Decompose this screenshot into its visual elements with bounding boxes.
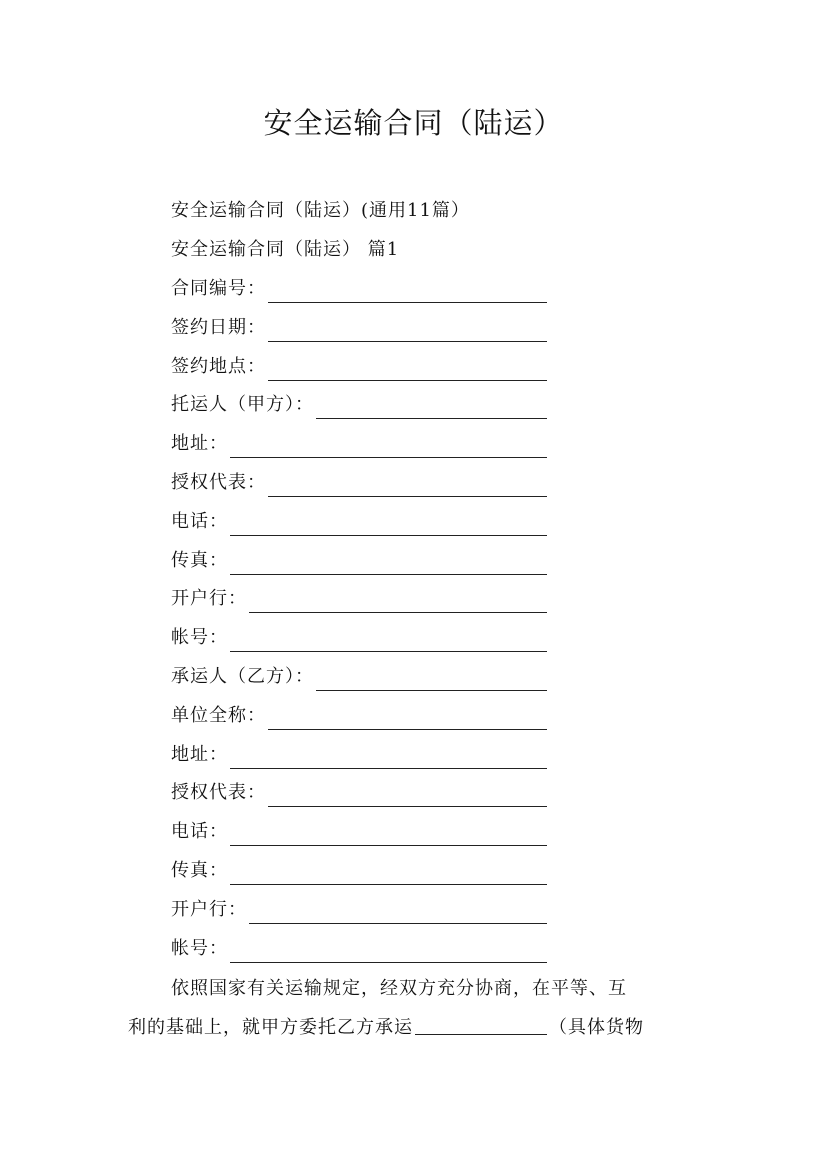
form-field-row [171, 935, 547, 963]
field-label: 传真： [171, 549, 228, 571]
field-blank-line [268, 785, 547, 807]
paragraph-line-1: 依照国家有关运输规定，经双方充分协商，在平等、互 [171, 978, 627, 999]
field-label: 单位全称： [171, 704, 266, 726]
goods-blank-line [415, 1012, 547, 1035]
field-blank-line [316, 669, 547, 691]
field-blank-line [249, 902, 547, 924]
field-label: 电话： [171, 510, 228, 532]
field-blank-line [230, 941, 547, 963]
form-field-row [171, 469, 547, 497]
field-label: 传真： [171, 860, 228, 881]
form-field-row [171, 896, 547, 924]
field-blank-line [230, 824, 547, 846]
field-blank-line [316, 397, 547, 419]
field-blank-line [268, 359, 547, 381]
field-label: 托运人（甲方）： [171, 394, 314, 416]
form-field-row [171, 508, 547, 536]
field-blank-line [268, 281, 547, 303]
field-label: 合同编号： [171, 278, 266, 299]
field-blank-line [230, 436, 547, 458]
form-field-row [171, 391, 547, 419]
field-blank-line [249, 591, 547, 613]
field-label: 开户行： [171, 588, 247, 610]
field-label: 电话： [171, 821, 228, 843]
paragraph-line-2 [128, 1008, 703, 1047]
field-blank-line [230, 553, 547, 575]
form-field-row [171, 585, 547, 613]
form-field-row [171, 314, 547, 342]
field-label: 授权代表： [171, 782, 266, 804]
field-label: 承运人（乙方）： [171, 666, 314, 687]
form-field-row [171, 353, 547, 381]
section-heading: 安全运输合同（陆运） 篇1 [171, 239, 400, 260]
form-field-row [171, 547, 547, 575]
form-field-row [171, 818, 547, 846]
form-field-row [171, 779, 547, 807]
field-blank-line [268, 475, 547, 497]
body-paragraph [128, 969, 703, 1047]
paragraph-text-after-blank: （具体货物 [549, 1017, 644, 1038]
field-label: 开户行： [171, 898, 247, 920]
form-field-row [171, 702, 547, 730]
field-blank-line [230, 747, 547, 769]
subtitle-line: 安全运输合同（陆运）(通用11篇） [171, 200, 470, 221]
field-blank-line [268, 320, 547, 342]
form-field-row [171, 624, 547, 652]
form-field-row [171, 857, 547, 885]
field-blank-line [230, 514, 547, 536]
field-label: 地址： [171, 433, 228, 455]
field-label: 帐号： [171, 937, 228, 959]
paragraph-text-before-blank: 利的基础上，就甲方委托乙方承运 [128, 1017, 413, 1038]
form-field-row [171, 663, 547, 691]
field-blank-line [230, 863, 547, 885]
form-field-row [171, 741, 547, 769]
field-blank-line [268, 708, 547, 730]
form-field-row [171, 430, 547, 458]
field-label: 地址： [171, 743, 228, 765]
field-blank-line [230, 630, 547, 652]
field-label: 帐号： [171, 627, 228, 649]
field-label: 签约日期： [171, 316, 266, 338]
document-title: 安全运输合同（陆运） [263, 106, 564, 140]
form-field-row [171, 275, 547, 303]
field-label: 签约地点： [171, 355, 266, 377]
field-label: 授权代表： [171, 472, 266, 493]
